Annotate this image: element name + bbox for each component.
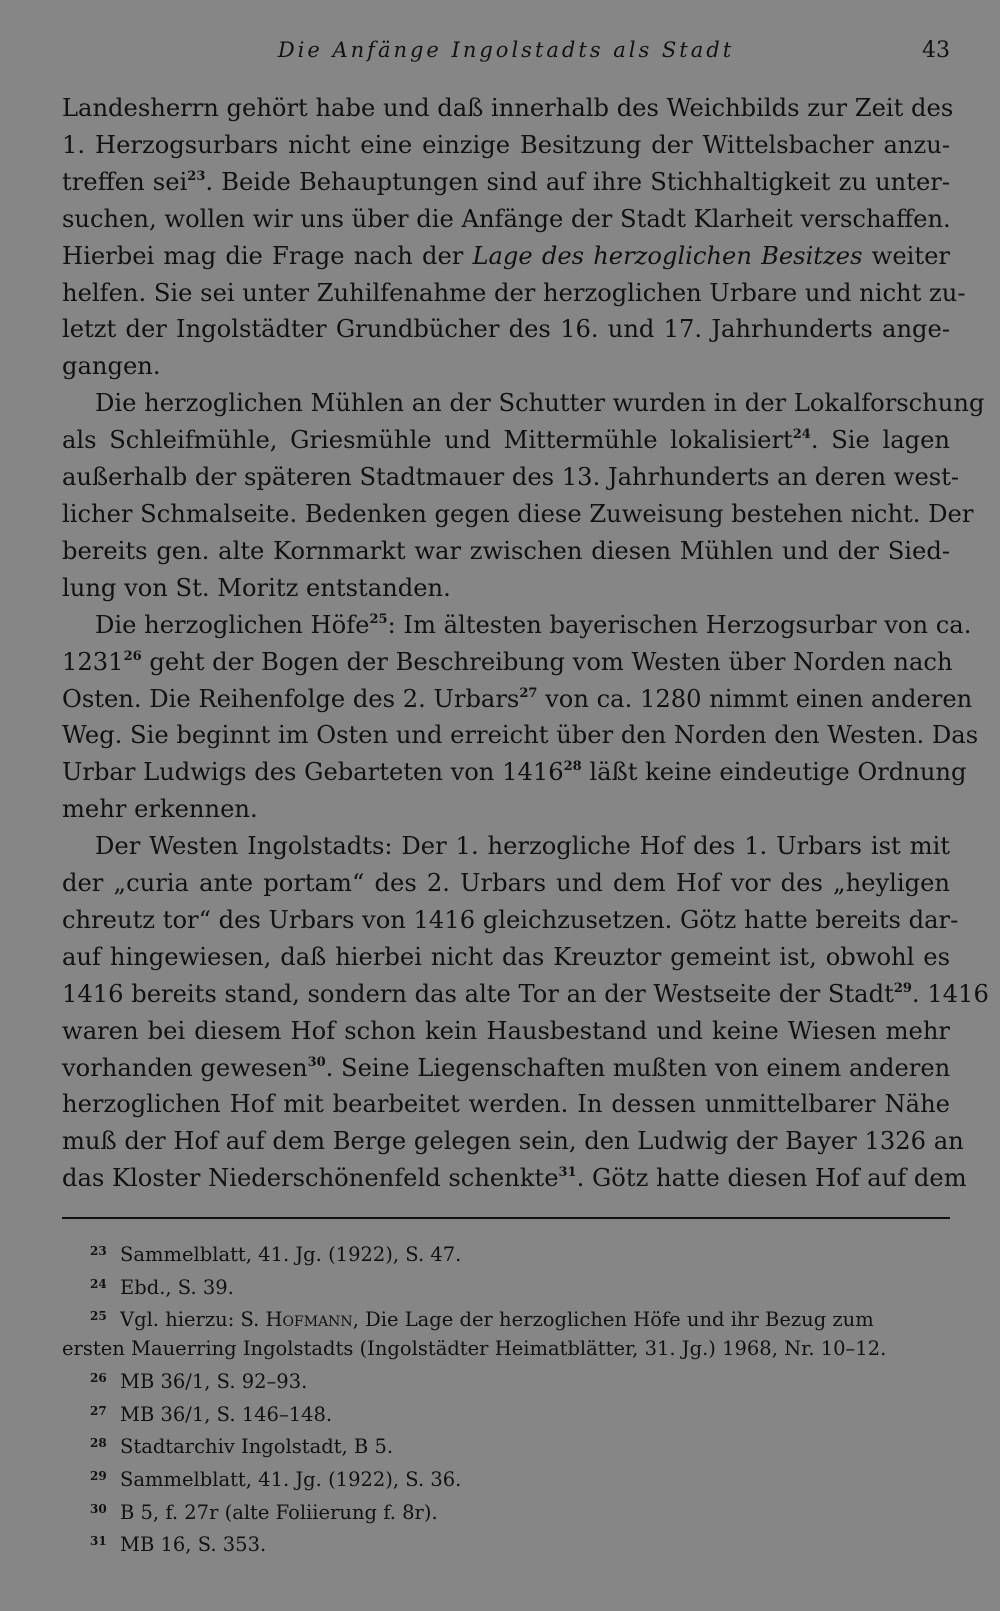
footnote-text: B 5, f. 27r (alte Foliierung f. 8r).	[120, 1500, 438, 1524]
footnote-text: MB 36/1, S. 92–93.	[120, 1369, 308, 1393]
text-run: Hierbei mag die Frage nach der	[62, 241, 473, 270]
footnote-25-cont	[62, 1335, 950, 1364]
footnote-mark: 31	[90, 1534, 107, 1549]
text-run: weiter	[862, 241, 950, 270]
footnote-mark: 26	[90, 1370, 107, 1385]
footnote-29	[62, 1462, 950, 1495]
footnote-ref-24[interactable]: 24	[792, 427, 811, 443]
text-run: . Seine Liegenschaften mußten von einem anderen	[325, 1053, 951, 1082]
text-line: bereits gen. alte Kornmarkt war zwischen diesen Mühlen und der Sied-	[62, 536, 950, 565]
text-run: : Im ältesten bayerischen Herzogsurbar von ca.	[387, 610, 972, 639]
text-line: herzoglichen Hof mit bearbeitet werden. In dessen unmittelbarer Nähe	[62, 1090, 950, 1119]
footnote-ref-27[interactable]: 27	[519, 685, 538, 701]
paragraph-1	[62, 90, 966, 385]
footnote-mark: 23	[90, 1244, 107, 1258]
footnote-28	[62, 1429, 950, 1462]
text-line	[62, 1160, 967, 1197]
text-run: Urbar Ludwigs des Gebarteten von 1416	[62, 758, 564, 787]
text-line	[62, 238, 950, 275]
text-line: außerhalb der späteren Stadtmauer des 13. Jahrhunderts an deren west-	[62, 463, 960, 492]
footnote-ref-29[interactable]: 29	[893, 980, 912, 996]
footnote-text: MB 36/1, S. 146–148.	[120, 1402, 333, 1426]
text-line: waren bei diesem Hof schon kein Hausbestand und keine Wiesen mehr	[62, 1016, 950, 1045]
text-run: als Schleifmühle, Griesmühle und Mittermühle lokalisiert	[62, 426, 793, 455]
paragraph-4	[62, 828, 989, 1197]
text-line: helfen. Sie sei unter Zuhilfenahme der herzoglichen Urbare und nicht zu-	[62, 278, 966, 307]
footnote-text: Sammelblatt, 41. Jg. (1922), S. 47.	[120, 1243, 462, 1266]
footnote-mark: 24	[90, 1276, 107, 1291]
text-line	[62, 754, 967, 791]
footnote-mark: 29	[90, 1468, 107, 1483]
text-line: gangen.	[62, 352, 161, 381]
text-run: Die herzoglichen Höfe	[95, 610, 370, 639]
page-header	[62, 38, 950, 70]
footnote-mark: 25	[90, 1309, 107, 1324]
text-line: Landesherrn gehört habe und daß innerhalb des Weichbilds zur Zeit des	[62, 94, 954, 122]
footnote-text: , Die Lage der herzoglichen Höfe und ihr Bezug zum	[352, 1308, 874, 1332]
footnotes	[62, 1237, 950, 1560]
footnote-26	[62, 1364, 950, 1397]
emphasis-text: Lage des herzoglichen Besitzes	[472, 241, 863, 270]
text-line: auf hingewiesen, daß hierbei nicht das Kreuztor gemeint ist, obwohl es	[62, 942, 950, 971]
text-line: 1. Herzogsurbars nicht eine einzige Besitzung der Wittelsbacher anzu-	[62, 130, 950, 159]
text-line: chreutz tor“ des Urbars von 1416 gleichzusetzen. Götz hatte bereits dar-	[62, 905, 959, 934]
text-run: . Beide Behauptungen sind auf ihre Stichhaltigkeit zu unter-	[205, 167, 951, 196]
text-line	[62, 681, 973, 718]
footnote-30	[62, 1495, 950, 1528]
footnote-divider	[62, 1217, 950, 1219]
text-line: suchen, wollen wir uns über die Anfänge der Stadt Klarheit verschaffen.	[62, 204, 951, 233]
text-run: 1231	[62, 647, 124, 676]
footnote-text: MB 16, S. 353.	[120, 1533, 267, 1557]
text-run: . Sie lagen	[810, 426, 951, 455]
text-line	[62, 164, 950, 201]
text-line: Die herzoglichen Mühlen an der Schutter wurden in der Lokalforschung	[95, 389, 985, 418]
text-run: . 1416	[911, 979, 989, 1008]
author-name: Hofmann	[265, 1308, 353, 1332]
text-run: 1416 bereits stand, sondern das alte Tor an der Westseite der Stadt	[62, 979, 894, 1008]
paragraph-3	[62, 607, 979, 828]
footnote-ref-25[interactable]: 25	[369, 611, 388, 627]
footnote-text: Sammelblatt, 41. Jg. (1922), S. 36.	[120, 1467, 462, 1491]
text-line	[62, 644, 953, 681]
text-run: das Kloster Niederschönenfeld schenkte	[62, 1164, 559, 1193]
text-run: geht der Bogen der Beschreibung vom Westen über Norden nach	[141, 647, 953, 676]
text-line: der „curia ante portam“ des 2. Urbars und dem Hof vor des „heyligen	[62, 869, 950, 898]
footnote-ref-30[interactable]: 30	[307, 1054, 326, 1070]
paragraph-2	[62, 385, 985, 606]
text-run: läßt keine eindeutige Ordnung	[581, 758, 967, 787]
footnote-mark: 27	[90, 1403, 107, 1418]
text-run: von ca. 1280 nimmt einen anderen	[537, 684, 973, 713]
text-line: Weg. Sie beginnt im Osten und erreicht über den Norden den Westen. Das	[62, 721, 979, 750]
text-line: mehr erkennen.	[62, 795, 258, 824]
text-run: treffen sei	[62, 167, 188, 196]
footnote-mark: 28	[90, 1436, 107, 1451]
footnote-text: Stadtarchiv Ingolstadt, B 5.	[120, 1435, 394, 1459]
footnote-ref-28[interactable]: 28	[563, 759, 582, 775]
footnote-text: Vgl. hierzu: S.	[120, 1308, 266, 1332]
text-line: letzt der Ingolstädter Grundbücher des 16. und 17. Jahrhunderts ange-	[62, 315, 950, 344]
footnote-ref-31[interactable]: 31	[558, 1165, 577, 1181]
main-text	[62, 90, 989, 1197]
text-line: licher Schmalseite. Bedenken gegen diese Zuweisung bestehen nicht. Der	[62, 499, 974, 528]
text-line	[62, 607, 972, 644]
footnote-25	[62, 1302, 950, 1335]
footnote-mark: 30	[90, 1501, 107, 1516]
footnote-27	[62, 1397, 950, 1430]
text-run: . Götz hatte diesen Hof auf dem	[576, 1164, 967, 1193]
text-line: muß der Hof auf dem Berge gelegen sein, den Ludwig der Bayer 1326 an	[62, 1127, 964, 1156]
footnote-ref-23[interactable]: 23	[187, 168, 206, 184]
footnote-ref-26[interactable]: 26	[123, 648, 142, 664]
running-title: Die Anfänge Ingolstadts als Stadt	[277, 38, 735, 62]
text-line	[62, 422, 950, 459]
text-line: Der Westen Ingolstadts: Der 1. herzogliche Hof des 1. Urbars ist mit	[95, 832, 950, 861]
footnote-23	[62, 1237, 950, 1270]
footnote-31	[62, 1527, 950, 1560]
footnote-text: Ebd., S. 39.	[120, 1275, 234, 1299]
footnote-text: ersten Mauerring Ingolstadts (Ingolstädter Heimatblätter, 31. Jg.) 1968, Nr. 10–12.	[62, 1337, 887, 1361]
text-run: Osten. Die Reihenfolge des 2. Urbars	[62, 684, 520, 713]
text-line: lung von St. Moritz entstanden.	[62, 573, 451, 602]
page-number: 43	[922, 38, 950, 63]
text-line	[62, 976, 989, 1013]
footnote-24	[62, 1270, 950, 1303]
text-line	[62, 1050, 950, 1087]
text-run: vorhanden gewesen	[62, 1053, 308, 1082]
